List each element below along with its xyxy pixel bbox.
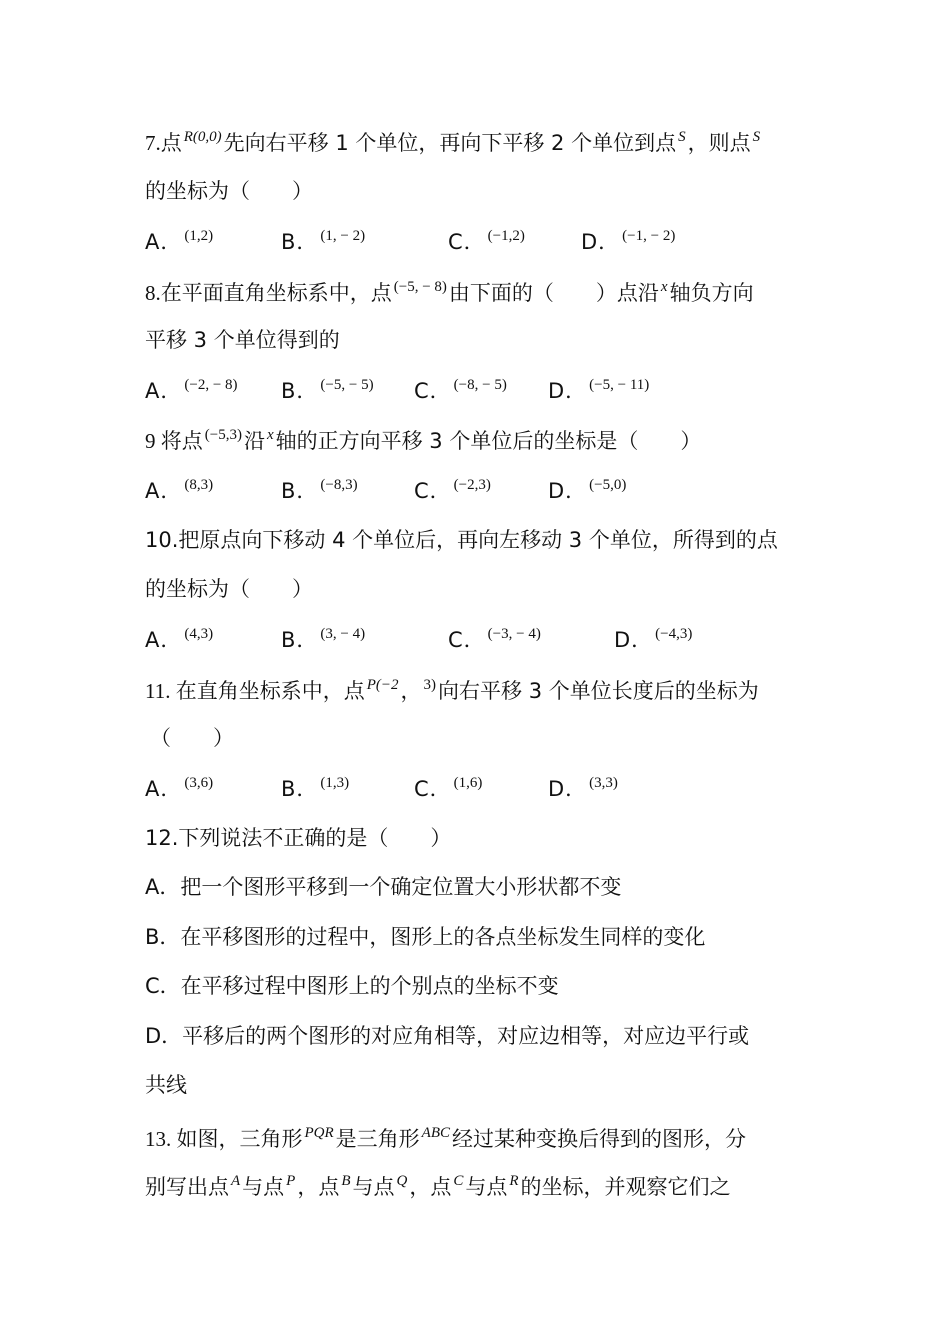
option-label: A． <box>145 777 183 801</box>
q12-stem: 12.下列说法不正确的是（ ） <box>145 826 452 850</box>
q13-text-7: 与点 <box>352 1175 395 1199</box>
q9-text: 9 将点 <box>145 429 203 453</box>
q8-option-d[interactable] <box>548 376 651 409</box>
q13-triangle-abc: ABC <box>421 1125 451 1141</box>
q7-stem-line2: 的坐标为（ ） <box>145 179 313 203</box>
q8-text: 8.在平面直角坐标系中，点 <box>145 281 392 305</box>
q10-options <box>145 625 845 655</box>
option-value: (4,3) <box>184 626 214 642</box>
q13-text-6: ，点 <box>297 1175 340 1199</box>
q7-number: 7.点 <box>145 131 182 155</box>
q12-option-b[interactable]: B．在平移图形的过程中，图形上的各点坐标发生同样的变化 <box>145 925 706 949</box>
q13-text: 13. 如图，三角形 <box>145 1127 303 1151</box>
option-label: C． <box>414 379 452 403</box>
q7-option-b[interactable] <box>281 227 367 260</box>
option-value: (−8,3) <box>320 477 358 493</box>
q10-option-c[interactable] <box>448 625 543 658</box>
option-label: C． <box>414 777 452 801</box>
q11-point-p: P(−2 <box>366 677 399 693</box>
option-label: B． <box>281 479 319 503</box>
q9-point: (−5,3) <box>204 427 242 443</box>
option-value: (−1, − 2) <box>622 228 676 244</box>
q7-text: 先向右平移 1 个单位，再向下平移 2 个单位到点 <box>223 131 677 155</box>
q12-option-d[interactable]: D．平移后的两个图形的对应角相等，对应边相等，对应边平行或 <box>145 1024 750 1048</box>
q9-option-a[interactable] <box>145 476 215 509</box>
q12-option-c[interactable]: C．在平移过程中图形上的个别点的坐标不变 <box>145 974 559 998</box>
option-label: B． <box>281 379 319 403</box>
q13-text-10: 的坐标，并观察它们之 <box>520 1175 731 1199</box>
q13-text-3: 经过某种变换后得到的图形，分 <box>452 1127 747 1151</box>
option-value: (1,6) <box>453 775 483 791</box>
q10-option-b[interactable] <box>281 625 367 658</box>
q13-text-9: 与点 <box>465 1175 508 1199</box>
q13-text-8: ，点 <box>409 1175 452 1199</box>
option-label: A． <box>145 379 183 403</box>
q13-point-c: C <box>453 1173 464 1189</box>
option-value: (−8, − 5) <box>453 377 507 393</box>
option-value: (−1,2) <box>487 228 525 244</box>
option-label: D． <box>548 777 588 801</box>
option-value: (−5, − 5) <box>320 377 374 393</box>
q9-options <box>145 476 845 506</box>
q13-stem-line1 <box>145 1124 746 1157</box>
q11-option-c[interactable] <box>414 774 484 807</box>
q13-point-a: A <box>231 1173 241 1189</box>
option-value: (3,3) <box>589 775 618 791</box>
q13-triangle-pqr: PQR <box>304 1125 334 1141</box>
q10-stem-line2: 的坐标为（ ） <box>145 577 313 601</box>
q11-option-b[interactable] <box>281 774 351 807</box>
q10-option-d[interactable] <box>614 625 694 658</box>
q11-stem-line1 <box>145 676 759 709</box>
q11-text: 11. 在直角坐标系中，点 <box>145 679 365 703</box>
option-label: C． <box>448 628 486 652</box>
q9-stem <box>145 426 701 459</box>
option-label: C． <box>448 230 486 254</box>
q13-point-r: R <box>509 1173 519 1189</box>
option-value: (−3, − 4) <box>487 626 541 642</box>
q9-option-c[interactable] <box>414 476 493 509</box>
option-value: (1,2) <box>184 228 214 244</box>
q11-point-p-2: 3) <box>423 677 437 693</box>
q13-point-p: P <box>286 1173 296 1189</box>
option-value: (8,3) <box>184 477 214 493</box>
q12-option-a[interactable]: A．把一个图形平移到一个确定位置大小形状都不变 <box>145 875 622 899</box>
q8-text-3: 轴负方向 <box>669 281 754 305</box>
option-label: A． <box>145 628 183 652</box>
option-label: A． <box>145 230 183 254</box>
option-label: D． <box>581 230 621 254</box>
q7-options <box>145 227 845 257</box>
option-label: B． <box>281 777 319 801</box>
q7-option-a[interactable] <box>145 227 215 260</box>
q8-stem-line2: 平移 3 个单位得到的 <box>145 328 340 352</box>
q7-point-s-2: S <box>752 129 761 145</box>
q9-text-3: 轴的正方向平移 3 个单位后的坐标是（ ） <box>275 429 702 453</box>
q7-stem-line1 <box>145 128 762 161</box>
q7-option-d[interactable] <box>581 227 677 260</box>
q11-stem-line2: （ ） <box>150 726 234 750</box>
q13-text-2: 是三角形 <box>335 1127 420 1151</box>
option-label: B． <box>281 628 319 652</box>
option-label: D． <box>548 479 588 503</box>
option-value: (−5,0) <box>589 477 627 493</box>
q11-text-2: 向右平移 3 个单位长度后的坐标为 <box>438 679 759 703</box>
option-value: (3,6) <box>184 775 214 791</box>
q13-text-4: 别写出点 <box>145 1175 229 1199</box>
q9-option-b[interactable] <box>281 476 360 509</box>
q10-stem-line1: 10.把原点向下移动 4 个单位后，再向左移动 3 个单位，所得到的点 <box>145 528 778 552</box>
q11-separator: ， <box>400 679 422 703</box>
q8-stem-line1 <box>145 278 754 311</box>
q13-point-q: Q <box>396 1173 408 1189</box>
q9-axis: x <box>266 427 274 443</box>
option-value: (−5, − 11) <box>589 377 650 393</box>
q12-option-d-cont: 共线 <box>145 1073 187 1097</box>
q8-option-a[interactable] <box>145 376 240 409</box>
q13-point-b: B <box>341 1173 351 1189</box>
q9-text-2: 沿 <box>243 429 265 453</box>
q8-option-c[interactable] <box>414 376 509 409</box>
q11-options <box>145 774 845 804</box>
q9-option-d[interactable] <box>548 476 628 509</box>
q7-option-c[interactable] <box>448 227 527 260</box>
q8-options <box>145 376 845 406</box>
q8-option-b[interactable] <box>281 376 376 409</box>
q10-option-a[interactable] <box>145 625 215 658</box>
q8-axis: x <box>660 279 668 295</box>
option-label: C． <box>414 479 452 503</box>
q11-option-d[interactable] <box>548 774 620 807</box>
option-value: (−2,3) <box>453 477 491 493</box>
option-label: D． <box>548 379 588 403</box>
q8-text-2: 由下面的（ ）点沿 <box>448 281 659 305</box>
option-label: B． <box>281 230 319 254</box>
q11-option-a[interactable] <box>145 774 215 807</box>
option-label: A． <box>145 479 183 503</box>
option-value: (1, − 2) <box>320 228 366 244</box>
option-label: D． <box>614 628 654 652</box>
q7-point-s: S <box>678 129 686 145</box>
q7-point-r: R(0,0) <box>183 129 222 145</box>
q13-text-5: 与点 <box>242 1175 285 1199</box>
q7-text-2: ，则点 <box>687 131 751 155</box>
q13-stem-line2 <box>145 1172 731 1205</box>
option-value: (1,3) <box>320 775 350 791</box>
q8-point: (−5, − 8) <box>393 279 447 295</box>
option-value: (−4,3) <box>655 626 693 642</box>
option-value: (3, − 4) <box>320 626 366 642</box>
option-value: (−2, − 8) <box>184 377 238 393</box>
